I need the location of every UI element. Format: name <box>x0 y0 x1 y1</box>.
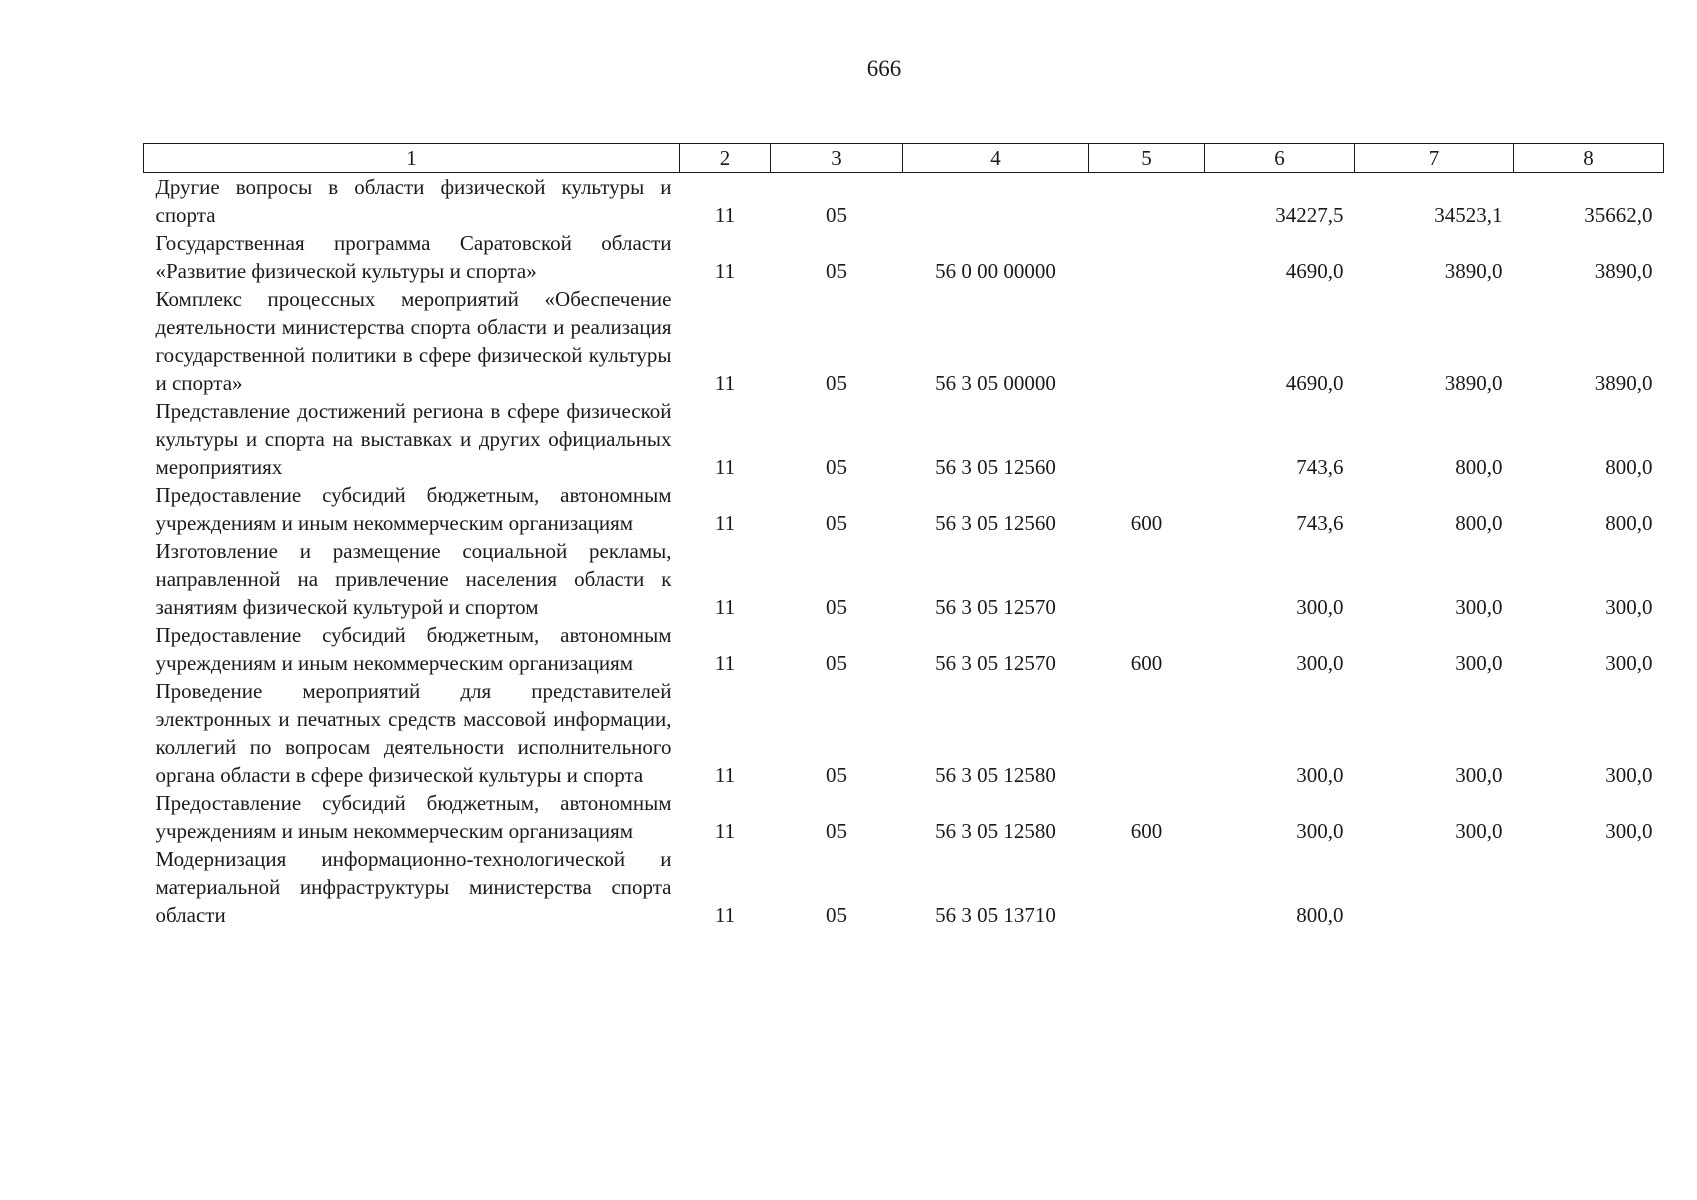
cell-expense-type <box>1089 845 1205 929</box>
row-name: Государственная программа Саратовской области «Развитие физической культуры и спорта» <box>155 231 672 283</box>
column-header-4: 4 <box>903 144 1089 173</box>
table-row <box>144 789 1664 845</box>
cell-subsection: 05 <box>826 651 847 675</box>
cell-amount-8: 300,0 <box>1605 819 1653 843</box>
cell-amount-8: 300,0 <box>1605 763 1653 787</box>
table-row <box>144 285 1664 397</box>
table-row <box>144 537 1664 621</box>
column-header-2: 2 <box>680 144 771 173</box>
cell-expense-type: 600 <box>1130 651 1163 675</box>
cell-amount-8: 300,0 <box>1605 595 1653 619</box>
cell-target-code: 56 3 05 12580 <box>935 819 1056 843</box>
cell-amount-7: 34523,1 <box>1434 203 1503 227</box>
cell-target-code: 56 0 00 00000 <box>935 259 1056 283</box>
cell-amount-8: 300,0 <box>1605 651 1653 675</box>
row-name: Предоставление субсидий бюджетным, автономным учреждениям и иным некоммерческим организациям <box>155 483 672 535</box>
table-row <box>144 397 1664 481</box>
cell-target-code: 56 3 05 13710 <box>935 903 1056 927</box>
cell-amount-6: 34227,5 <box>1275 203 1344 227</box>
cell-amount-6: 800,0 <box>1296 903 1344 927</box>
table-row <box>144 481 1664 537</box>
cell-subsection: 05 <box>826 903 847 927</box>
cell-subsection: 05 <box>826 259 847 283</box>
cell-subsection: 05 <box>826 595 847 619</box>
column-header-3: 3 <box>771 144 903 173</box>
table-row <box>144 621 1664 677</box>
row-name: Предоставление субсидий бюджетным, автономным учреждениям и иным некоммерческим организациям <box>155 791 672 843</box>
cell-section: 11 <box>714 259 736 283</box>
cell-amount-7: 800,0 <box>1455 455 1503 479</box>
table-row <box>144 845 1664 929</box>
cell-target-code: 56 3 05 12560 <box>935 455 1056 479</box>
cell-section: 11 <box>714 819 736 843</box>
cell-amount-7: 300,0 <box>1455 763 1503 787</box>
cell-target-code: 56 3 05 00000 <box>935 371 1056 395</box>
cell-amount-8: 800,0 <box>1605 455 1653 479</box>
column-header-5: 5 <box>1089 144 1205 173</box>
cell-expense-type: 600 <box>1130 511 1163 535</box>
table-row <box>144 173 1664 230</box>
row-name: Предоставление субсидий бюджетным, автономным учреждениям и иным некоммерческим организациям <box>155 623 672 675</box>
cell-section: 11 <box>714 651 736 675</box>
cell-amount-8: 35662,0 <box>1584 203 1653 227</box>
cell-subsection: 05 <box>826 819 847 843</box>
page-number: 666 <box>866 56 902 81</box>
cell-target-code: 56 3 05 12570 <box>935 595 1056 619</box>
header-row <box>144 144 1664 173</box>
cell-subsection: 05 <box>826 203 847 227</box>
cell-section: 11 <box>714 203 736 227</box>
row-name: Модернизация информационно-технологической и материальной инфраструктуры министерства спорта области <box>155 847 672 927</box>
cell-expense-type <box>1089 229 1205 285</box>
cell-target-code: 56 3 05 12570 <box>935 651 1056 675</box>
cell-target-code <box>903 173 1089 230</box>
cell-expense-type <box>1089 677 1205 789</box>
table-row <box>144 677 1664 789</box>
cell-section: 11 <box>714 371 736 395</box>
cell-amount-8: 3890,0 <box>1594 259 1653 283</box>
cell-amount-7: 3890,0 <box>1444 371 1503 395</box>
cell-amount-7: 300,0 <box>1455 595 1503 619</box>
row-name: Комплекс процессных мероприятий «Обеспечение деятельности министерства спорта области и реализация государственной политики в сфере физической культуры и спорта» <box>155 287 672 395</box>
cell-amount-7: 300,0 <box>1455 819 1503 843</box>
cell-amount-8: 800,0 <box>1605 511 1653 535</box>
cell-target-code: 56 3 05 12560 <box>935 511 1056 535</box>
cell-amount-6: 300,0 <box>1296 595 1344 619</box>
row-name: Изготовление и размещение социальной рекламы, направленной на привлечение населения области к занятиям физической культурой и спортом <box>155 539 672 619</box>
table-body <box>144 173 1664 930</box>
cell-amount-8: 3890,0 <box>1594 371 1653 395</box>
cell-section: 11 <box>714 903 736 927</box>
cell-expense-type <box>1089 173 1205 230</box>
row-name: Другие вопросы в области физической культуры и спорта <box>155 175 672 227</box>
cell-expense-type <box>1089 537 1205 621</box>
cell-amount-6: 300,0 <box>1296 819 1344 843</box>
cell-amount-6: 300,0 <box>1296 651 1344 675</box>
cell-section: 11 <box>714 511 736 535</box>
cell-subsection: 05 <box>826 371 847 395</box>
cell-amount-6: 743,6 <box>1296 455 1344 479</box>
cell-amount-6: 4690,0 <box>1285 259 1344 283</box>
table-header <box>144 144 1664 173</box>
cell-subsection: 05 <box>826 455 847 479</box>
row-name: Представление достижений региона в сфере физической культуры и спорта на выставках и других официальных мероприятиях <box>155 399 672 479</box>
cell-expense-type <box>1089 397 1205 481</box>
cell-amount-7: 3890,0 <box>1444 259 1503 283</box>
column-header-8: 8 <box>1514 144 1664 173</box>
cell-amount-8 <box>1514 845 1664 929</box>
cell-amount-6: 743,6 <box>1296 511 1344 535</box>
budget-table <box>143 143 1664 929</box>
cell-expense-type: 600 <box>1130 819 1163 843</box>
cell-amount-7 <box>1355 845 1514 929</box>
cell-amount-7: 300,0 <box>1455 651 1503 675</box>
cell-section: 11 <box>714 763 736 787</box>
cell-subsection: 05 <box>826 511 847 535</box>
cell-amount-7: 800,0 <box>1455 511 1503 535</box>
table-row <box>144 229 1664 285</box>
cell-amount-6: 4690,0 <box>1285 371 1344 395</box>
column-header-6: 6 <box>1205 144 1355 173</box>
cell-subsection: 05 <box>826 763 847 787</box>
cell-amount-6: 300,0 <box>1296 763 1344 787</box>
column-header-1: 1 <box>144 144 680 173</box>
column-header-7: 7 <box>1355 144 1514 173</box>
cell-section: 11 <box>714 595 736 619</box>
cell-expense-type <box>1089 285 1205 397</box>
cell-section: 11 <box>714 455 736 479</box>
cell-target-code: 56 3 05 12580 <box>935 763 1056 787</box>
row-name: Проведение мероприятий для представителей электронных и печатных средств массовой информации, коллегий по вопросам деятельности исполнительного органа области в сфере физической культуры и спорта <box>155 679 672 787</box>
